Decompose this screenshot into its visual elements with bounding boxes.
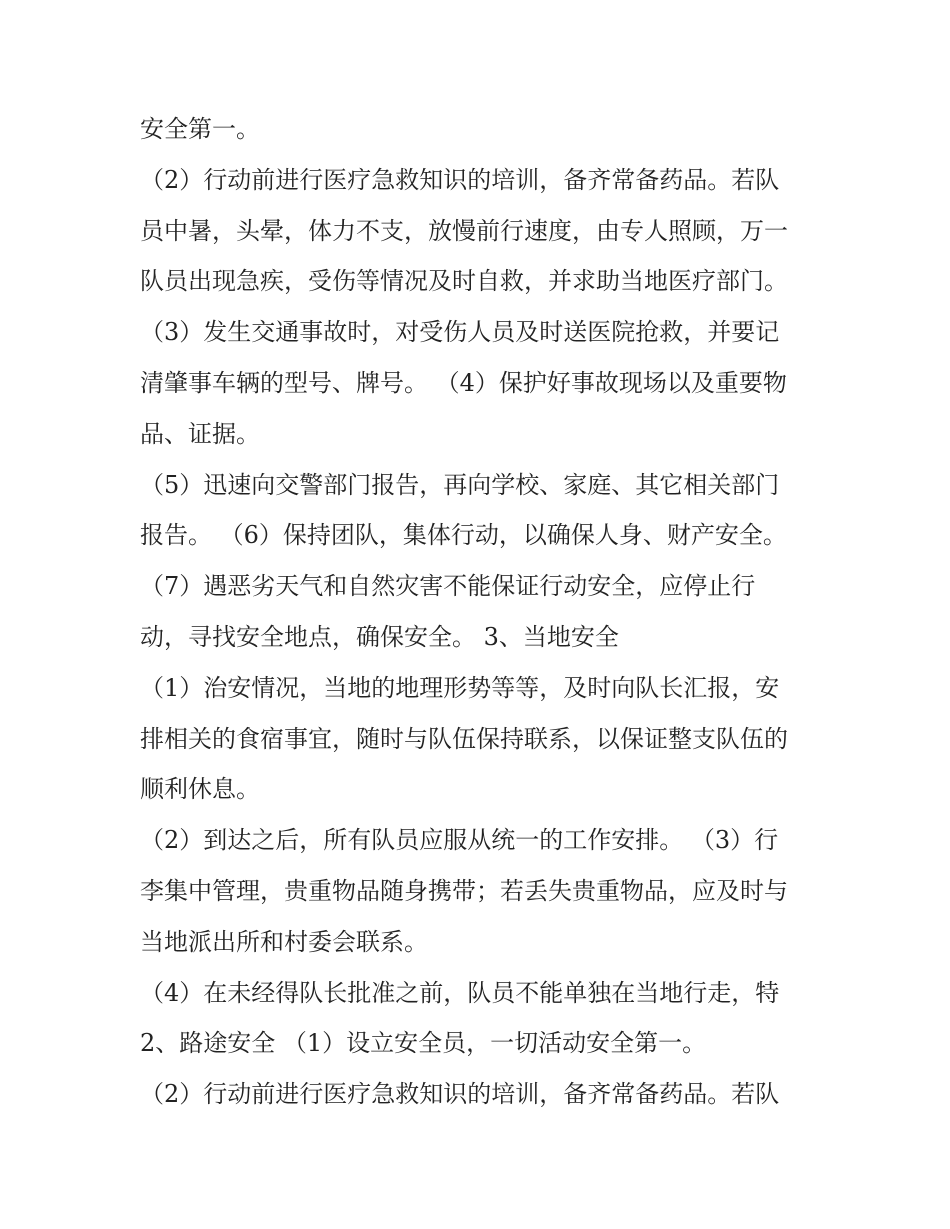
- text-line: （2）行动前进行医疗急救知识的培训，备齐常备药品。若队: [140, 1080, 780, 1109]
- text-line: 排相关的食宿事宜，随时与队伍保持联系，以保证整支队伍的: [140, 724, 788, 753]
- text-line: 当地派出所和村委会联系。: [140, 927, 428, 956]
- text-line: 安全第一。: [140, 115, 260, 143]
- text-line: 动，寻找安全地点，确保安全。 3、当地安全: [140, 622, 619, 651]
- document-body: [140, 104, 820, 1120]
- text-line: （2）行动前进行医疗急救知识的培训，备齐常备药品。若队: [140, 165, 780, 194]
- text-line: （2）到达之后，所有队员应服从统一的工作安排。 （3）行: [140, 826, 779, 855]
- text-line: 2、路途安全 （1）设立安全员，一切活动安全第一。: [140, 1029, 707, 1058]
- text-line: （4）在未经得队长批准之前，队员不能单独在当地行走，特: [140, 978, 780, 1007]
- text-line: （1）治安情况，当地的地理形势等等，及时向队长汇报，安: [140, 673, 780, 702]
- text-line: 顺利休息。: [140, 775, 260, 804]
- text-line: （3）发生交通事故时，对受伤人员及时送医院抢救，并要记: [140, 318, 780, 347]
- text-line: 员中暑，头晕，体力不支，放慢前行速度，由专人照顾，万一: [140, 216, 788, 245]
- text-line: 李集中管理，贵重物品随身携带；若丢失贵重物品，应及时与: [140, 876, 788, 905]
- text-line: 品、证据。: [140, 419, 260, 448]
- text-line: （7）遇恶劣天气和自然灾害不能保证行动安全，应停止行: [140, 572, 756, 601]
- text-line: 队员出现急疾，受伤等情况及时自救，并求助当地医疗部门。: [140, 267, 788, 296]
- text-line: 清肇事车辆的型号、牌号。 （4）保护好事故现场以及重要物: [140, 368, 787, 397]
- text-line: 报告。 （6）保持团队，集体行动，以确保人身、财产安全。: [140, 521, 787, 550]
- text-line: （5）迅速向交警部门报告，再向学校、家庭、其它相关部门: [140, 470, 780, 499]
